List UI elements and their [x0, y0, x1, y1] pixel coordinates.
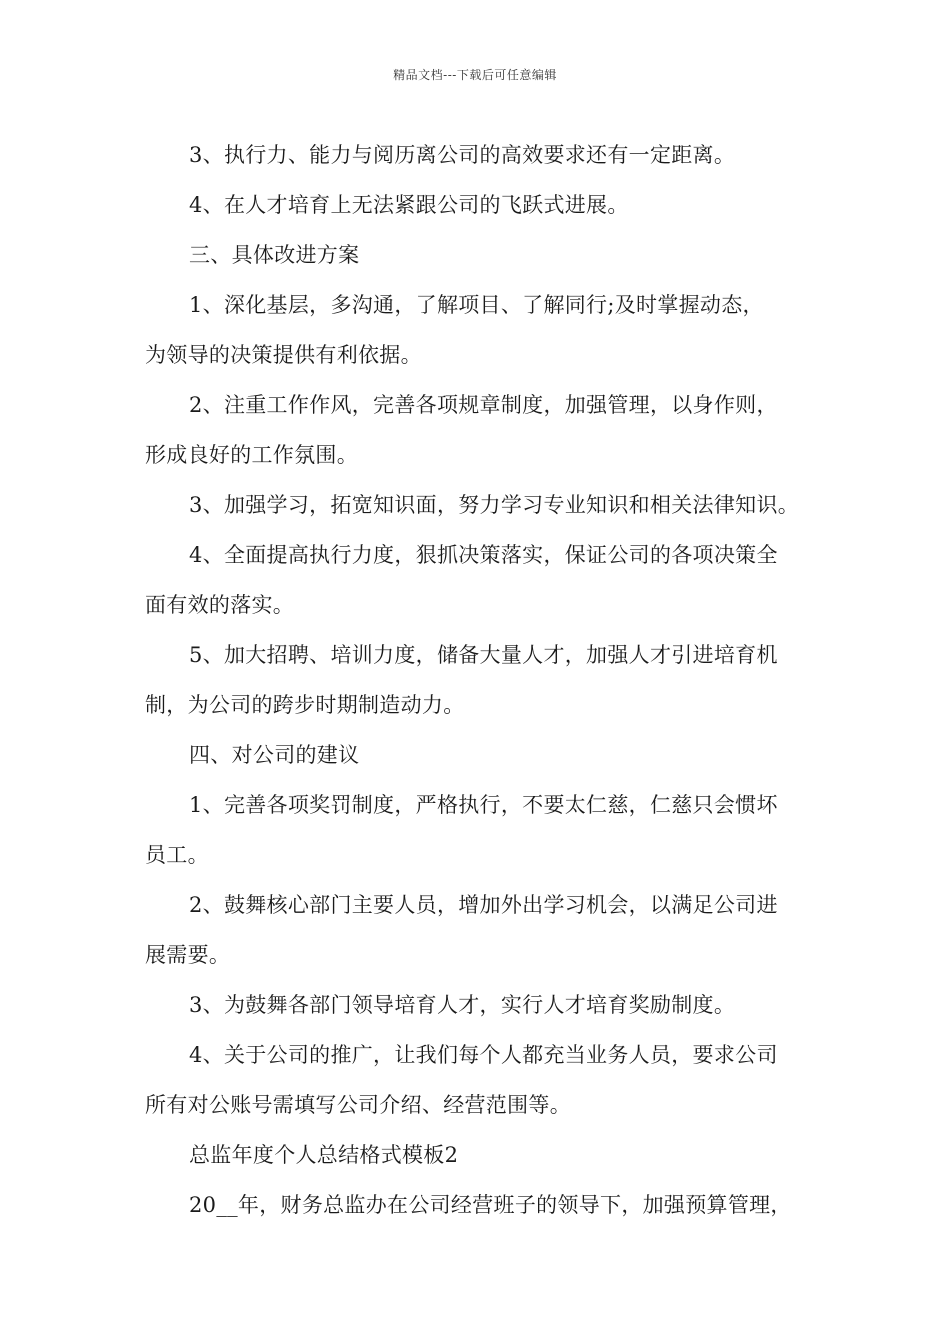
paragraph-line: 形成良好的工作氛围。 [145, 443, 358, 467]
paragraph-line: 面有效的落实。 [145, 593, 295, 617]
paragraph-line: 2、鼓舞核心部门主要人员，增加外出学习机会，以满足公司进 [189, 893, 778, 917]
paragraph-line: 20__年，财务总监办在公司经营班子的领导下，加强预算管理， [189, 1193, 792, 1217]
paragraph-line: 1、深化基层，多沟通，了解项目、了解同行;及时掌握动态， [189, 293, 764, 317]
section-heading: 三、具体改进方案 [189, 243, 360, 267]
paragraph-line: 2、注重工作作风，完善各项规章制度，加强管理，以身作则， [189, 393, 778, 417]
section-heading: 四、对公司的建议 [189, 743, 360, 767]
paragraph-line: 3、为鼓舞各部门领导培育人才，实行人才培育奖励制度。 [189, 993, 736, 1017]
paragraph-line: 制，为公司的跨步时期制造动力。 [145, 693, 465, 717]
paragraph-line: 为领导的决策提供有利依据。 [145, 343, 422, 367]
paragraph-line: 3、加强学习，拓宽知识面，努力学习专业知识和相关法律知识。 [189, 493, 800, 517]
paragraph-line: 所有对公账号需填写公司介绍、经营范围等。 [145, 1093, 571, 1117]
paragraph-line: 4、在人才培育上无法紧跟公司的飞跃式进展。 [189, 193, 629, 217]
paragraph-line: 4、关于公司的推广，让我们每个人都充当业务人员，要求公司 [189, 1043, 778, 1067]
paragraph-line: 展需要。 [145, 943, 231, 967]
paragraph-line: 4、全面提高执行力度，狠抓决策落实，保证公司的各项决策全 [189, 543, 778, 567]
page-header: 精品文档---下载后可任意编辑 [393, 68, 557, 82]
paragraph-line: 3、执行力、能力与阅历离公司的高效要求还有一定距离。 [189, 143, 736, 167]
document-body [145, 130, 835, 1230]
paragraph-line: 员工。 [145, 843, 209, 867]
paragraph-line: 1、完善各项奖罚制度，严格执行，不要太仁慈，仁慈只会惯坏 [189, 793, 778, 817]
paragraph-line: 5、加大招聘、培训力度，储备大量人才，加强人才引进培育机 [189, 643, 778, 667]
document-subtitle: 总监年度个人总结格式模板2 [189, 1143, 459, 1167]
